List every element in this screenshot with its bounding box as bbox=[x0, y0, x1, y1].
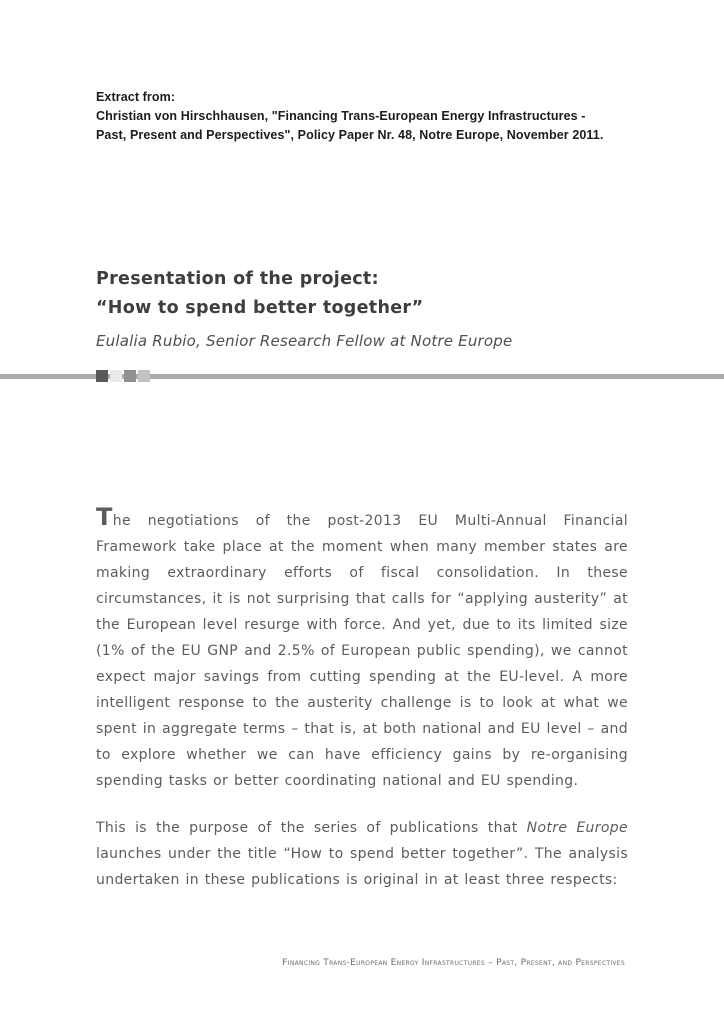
author-line: Eulalia Rubio, Senior Research Fellow at Notre Europe bbox=[96, 332, 513, 350]
running-footer: Financing Trans-European Energy Infrastructures – Past, Present, and Perspectives bbox=[282, 958, 625, 968]
divider-square-light bbox=[138, 370, 150, 382]
paragraph-1-text: he negotiations of the post-2013 EU Multi-Annual Financial Framework take place at the moment when many member states are making extraordinary efforts of fiscal consolidation. In these circumstances, it is not surprising that calls for “applying austerity” at the European level resurge with force. And yet, due to its limited size (1% of the EU GNP and 2.5% of European public spending), we cannot expect major savings from cutting spending at the EU-level. A more intelligent response to the austerity challenge is to look at what we spent in aggregate terms – that is, at both national and EU level – and to explore whether we can have efficiency gains by re-organising spending tasks or better coordinating national and EU spending. bbox=[96, 513, 628, 789]
paragraph-2-text-post: launches under the title “How to spend better together”. The analysis undertaken in these publications is original in at least three respects: bbox=[96, 846, 628, 888]
divider-square-medium bbox=[124, 370, 136, 382]
paragraph-1 bbox=[96, 505, 628, 794]
paragraph-2-publication-name: Notre Europe bbox=[526, 820, 629, 836]
section-divider bbox=[96, 370, 628, 383]
body-text bbox=[96, 505, 628, 893]
page-title-line-1: Presentation of the project: bbox=[96, 269, 379, 289]
extract-label: Extract from: bbox=[96, 90, 176, 104]
page-title-line-2: “How to spend better together” bbox=[96, 298, 424, 318]
extract-citation-line-1: Christian von Hirschhausen, "Financing Trans-European Energy Infrastructures - bbox=[96, 109, 586, 123]
paragraph-2 bbox=[96, 815, 628, 893]
divider-squares bbox=[96, 370, 150, 382]
divider-square-dark bbox=[96, 370, 108, 382]
dropcap-letter: T bbox=[96, 503, 113, 531]
divider-square-white bbox=[110, 370, 122, 382]
extract-header bbox=[96, 0, 628, 145]
paragraph-2-text-pre: This is the purpose of the series of publications that bbox=[96, 820, 527, 836]
title-block bbox=[96, 265, 628, 353]
extract-citation-line-2: Past, Present and Perspectives", Policy Paper Nr. 48, Notre Europe, November 2011. bbox=[96, 128, 604, 142]
